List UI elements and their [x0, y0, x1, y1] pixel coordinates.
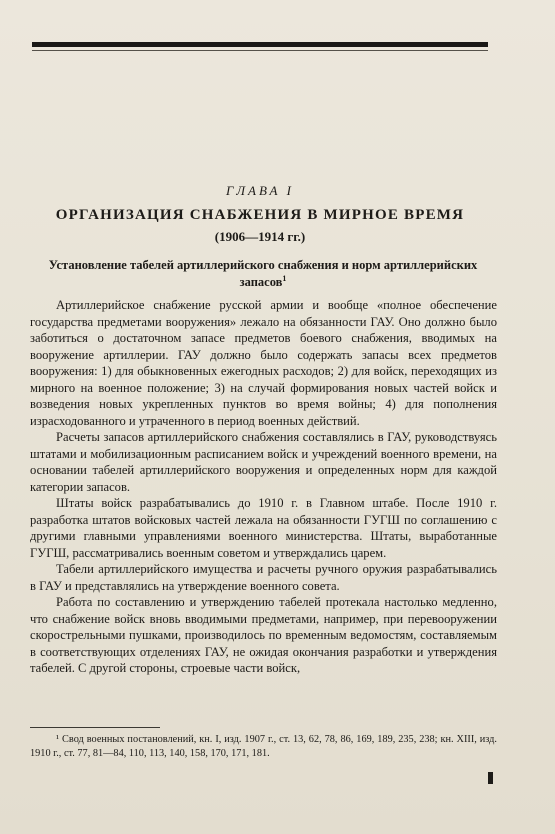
- paragraph: Артиллерийское снабжение русской армии и вообще «полное обеспечение государства предметами вооружения» лежало на обязанности ГАУ. Оно должно было заботиться о достаточном запасе предметов боевого снабжения, вводимых на вооружение артиллерии. ГАУ должно было содержать запасы всех предметов вооружения: 1) для обыкновенных ежегодных расходов; 2) для войск, переходящих из мирного на военное положение; 3) на случай формирования новых частей войск и возведения новых укрепленных пунктов во время войны; 4) для пополнения израсходованного и утраченного в период военных действий.: [30, 298, 497, 428]
- top-rule: [32, 42, 488, 47]
- paragraph: Работа по составлению и утверждению табелей протекала настолько медленно, что снабжение войск вновь вводимыми предметами, например, при перевооружении скорострельными пушками, производилось по временным ведомостям, составляемым в соответствующих отделениях ГАУ, не ожидая окончания разработки и утверждения табелей. С другой стороны, строевые части войск,: [30, 595, 497, 675]
- chapter-years: (1906—1914 гг.): [214, 229, 306, 244]
- section-title-text: Установление табелей артиллерийского снабжения и норм артиллерийских запасов: [48, 258, 478, 289]
- page-mark: [488, 772, 493, 784]
- top-rule-thin: [32, 50, 488, 51]
- chapter-title: ОРГАНИЗАЦИЯ СНАБЖЕНИЯ В МИРНОЕ ВРЕМЯ: [55, 207, 465, 223]
- chapter-label: ГЛАВА I: [226, 183, 294, 198]
- footnote: ¹ Свод военных постановлений, кн. I, изд. 1907 г., ст. 13, 62, 78, 86, 169, 189, 235, 238; кн. XIII, изд. 1910 г., ст. 77, 81—84, 110, 113, 140, 158, 170, 171, 181.: [30, 734, 497, 759]
- paragraph: Штаты войск разрабатывались до 1910 г. в Главном штабе. После 1910 г. разработка штатов войсковых частей лежала на обязанности ГУГШ по соглашению с другими главными управлениями военного министерства. Штаты, выработанные ГУГШ, рассматривались военным советом и утверждались царем.: [30, 496, 497, 560]
- footnote-rule: [30, 727, 160, 728]
- paragraph: Табели артиллерийского имущества и расчеты ручного оружия разрабатывались в ГАУ и представлялись на утверждение военного совета.: [30, 562, 497, 593]
- paragraph: Расчеты запасов артиллерийского снабжения составлялись в ГАУ, руководствуясь штатами и мобилизационным расписанием войск и учреждений военного времени, на основании табелей артиллерийского вооружения и определенных норм для каждой категории запасов.: [30, 430, 497, 494]
- body-text: [30, 297, 497, 677]
- section-title: [48, 257, 478, 291]
- footnote-ref: 1: [282, 273, 287, 283]
